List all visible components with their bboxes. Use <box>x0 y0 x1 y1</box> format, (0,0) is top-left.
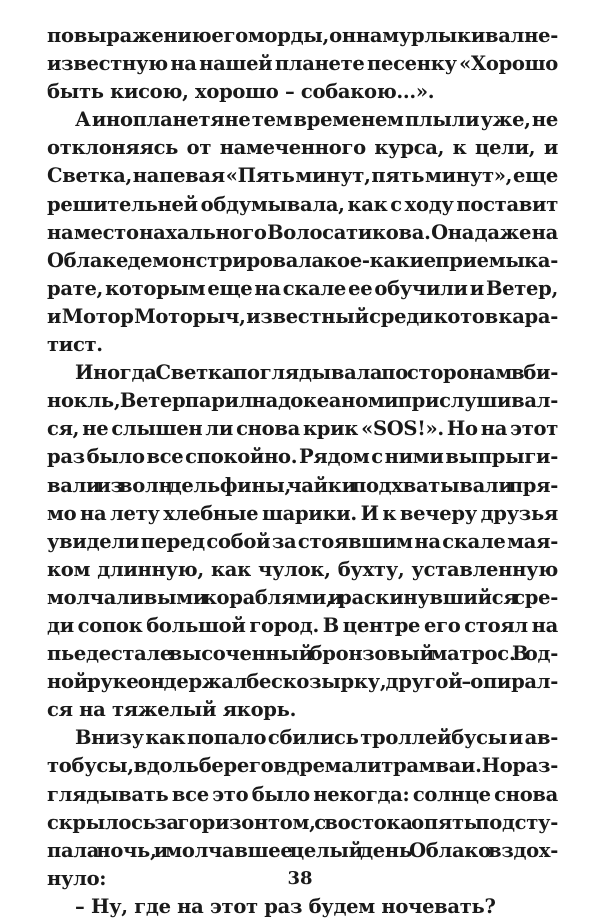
book-page-text <box>47 22 558 921</box>
text-line: по выражению его морды, он намурлыкивал не- <box>47 24 558 47</box>
text-line: и Мотор Моторыч, известный среди котов кара- <box>47 304 558 328</box>
page-number: 38 <box>287 868 313 889</box>
text-line: тобусы, вдоль берегов дремали трамваи. Но раз- <box>47 754 558 778</box>
text-line: мо на лету хлебные шарики. И к вечеру друзья <box>47 501 558 525</box>
paragraph-start-line: А инопланетяне тем временем плыли уже, не <box>75 108 558 132</box>
text-line: Светка, напевая «Пять минут, пять минут», еще <box>47 164 558 188</box>
text-line: увидели перед собой за стоявшим на скале мая- <box>47 529 558 553</box>
text-line: глядывать все это было некогда: солнце снова <box>47 782 558 806</box>
text-line: известную на нашей планете песенку «Хорошо <box>47 52 558 76</box>
text-line: вали из волн дельфины, чайки подхватывали пря- <box>47 473 558 497</box>
text-line: раз было все спокойно. Рядом с ними выпрыги- <box>47 445 558 469</box>
text-line: отклоняясь от намеченного курса, к цели, и <box>47 136 558 160</box>
paragraph-start-line: Внизу как попало сбились троллейбусы и ав- <box>75 726 558 750</box>
text-line: Облаке демонстрировала кое-какие приемы ка- <box>47 248 558 272</box>
text-line: тист. <box>47 333 103 357</box>
text-line: ся, не слышен ли снова крик «SOS!». Но на этот <box>47 417 558 441</box>
dialogue-line: – Ну, где на этот раз будем ночевать? <box>75 894 496 918</box>
text-line: ной руке он держал бескозырку, другой – опирал- <box>47 670 558 694</box>
text-line: пала ночь, и молчавшее целый день Облако вздох- <box>47 838 558 862</box>
text-line: молчаливыми кораблями, и раскинувшийся сре- <box>47 585 558 609</box>
text-line: ся на тяжелый якорь. <box>47 698 297 722</box>
text-line: ком длинную, как чулок, бухту, уставленную <box>47 557 558 581</box>
text-line: нуло: <box>47 866 107 890</box>
text-line: пьедестале высоченный бронзовый матрос. В од- <box>47 642 558 666</box>
text-line: ди сопок большой город. В центре его стоял на <box>47 613 558 637</box>
text-line: рате, которым еще на скале ее обучили и Ветер, <box>47 276 558 300</box>
text-line: нокль, Ветер парил над океаном и прислушивал- <box>47 389 558 413</box>
text-line: скрылось за горизонтом, с востока опять подсту- <box>47 810 558 834</box>
paragraph-start-line: Иногда Светка поглядывала по сторонам в би- <box>75 361 558 385</box>
text-line: решительней обдумывала, как с ходу поставит <box>47 192 558 216</box>
text-line: на место нахального Волосатикова. Она даже на <box>47 220 558 244</box>
text-line: быть кисою, хорошо – собакою...». <box>47 80 435 104</box>
